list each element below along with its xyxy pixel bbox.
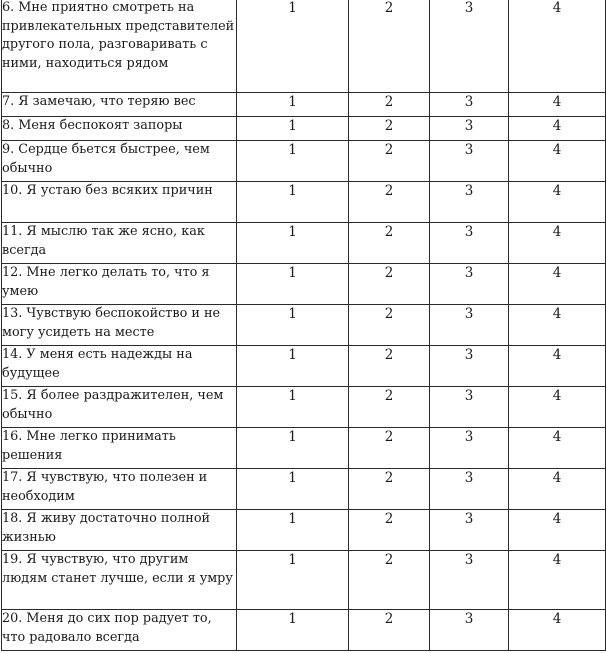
- score-option-3: 3: [430, 117, 509, 141]
- score-option-2: 2: [349, 551, 430, 610]
- score-option-4: 4: [509, 428, 606, 469]
- table-row: [2, 223, 606, 264]
- score-option-3: 3: [430, 510, 509, 551]
- question-text: 13. Чувствую беспокойство и не могу усидеть на месте: [2, 305, 237, 346]
- score-option-3: 3: [430, 428, 509, 469]
- score-option-2: 2: [349, 117, 430, 141]
- question-text: 18. Я живу достаточно полной жизнью: [2, 510, 237, 551]
- score-option-1: 1: [237, 0, 349, 93]
- question-text: 15. Я более раздражителен, чем обычно: [2, 387, 237, 428]
- score-option-4: 4: [509, 182, 606, 223]
- score-option-2: 2: [349, 182, 430, 223]
- score-option-1: 1: [237, 141, 349, 182]
- score-option-1: 1: [237, 428, 349, 469]
- score-option-3: 3: [430, 610, 509, 651]
- score-option-1: 1: [237, 117, 349, 141]
- score-option-2: 2: [349, 223, 430, 264]
- score-option-1: 1: [237, 469, 349, 510]
- questionnaire-table: [1, 0, 606, 651]
- question-text: 19. Я чувствую, что другим людям станет лучше, если я умру: [2, 551, 237, 610]
- score-option-1: 1: [237, 387, 349, 428]
- score-option-4: 4: [509, 141, 606, 182]
- score-option-4: 4: [509, 387, 606, 428]
- score-option-3: 3: [430, 223, 509, 264]
- score-option-1: 1: [237, 610, 349, 651]
- table-row: [2, 346, 606, 387]
- question-text: 14. У меня есть надежды на будущее: [2, 346, 237, 387]
- score-option-1: 1: [237, 264, 349, 305]
- score-option-1: 1: [237, 182, 349, 223]
- score-option-2: 2: [349, 305, 430, 346]
- score-option-4: 4: [509, 117, 606, 141]
- score-option-3: 3: [430, 387, 509, 428]
- table-row: [2, 93, 606, 117]
- question-text: 6. Мне приятно смотреть на привлекательных представителей другого пола, разговаривать с ними, находиться рядом: [2, 0, 237, 93]
- score-option-3: 3: [430, 305, 509, 346]
- score-option-4: 4: [509, 469, 606, 510]
- score-option-3: 3: [430, 551, 509, 610]
- question-text: 11. Я мыслю так же ясно, как всегда: [2, 223, 237, 264]
- score-option-2: 2: [349, 346, 430, 387]
- score-option-1: 1: [237, 346, 349, 387]
- table-row: [2, 305, 606, 346]
- score-option-2: 2: [349, 264, 430, 305]
- score-option-1: 1: [237, 223, 349, 264]
- score-option-3: 3: [430, 0, 509, 93]
- table-row: [2, 117, 606, 141]
- score-option-3: 3: [430, 264, 509, 305]
- score-option-4: 4: [509, 0, 606, 93]
- table-row: [2, 469, 606, 510]
- score-option-2: 2: [349, 387, 430, 428]
- score-option-3: 3: [430, 141, 509, 182]
- score-option-1: 1: [237, 305, 349, 346]
- score-option-1: 1: [237, 510, 349, 551]
- score-option-1: 1: [237, 551, 349, 610]
- question-text: 7. Я замечаю, что теряю вес: [2, 93, 237, 117]
- score-option-4: 4: [509, 610, 606, 651]
- score-option-2: 2: [349, 93, 430, 117]
- score-option-3: 3: [430, 93, 509, 117]
- table-row: [2, 428, 606, 469]
- score-option-4: 4: [509, 223, 606, 264]
- score-option-4: 4: [509, 510, 606, 551]
- table-row: [2, 141, 606, 182]
- question-text: 12. Мне легко делать то, что я умею: [2, 264, 237, 305]
- score-option-2: 2: [349, 469, 430, 510]
- table-row: [2, 610, 606, 651]
- question-text: 17. Я чувствую, что полезен и необходим: [2, 469, 237, 510]
- score-option-3: 3: [430, 182, 509, 223]
- score-option-1: 1: [237, 93, 349, 117]
- score-option-4: 4: [509, 93, 606, 117]
- question-text: 10. Я устаю без всяких причин: [2, 182, 237, 223]
- question-text: 16. Мне легко принимать решения: [2, 428, 237, 469]
- table-row: [2, 264, 606, 305]
- question-text: 8. Меня беспокоят запоры: [2, 117, 237, 141]
- score-option-4: 4: [509, 551, 606, 610]
- table-row: [2, 551, 606, 610]
- score-option-2: 2: [349, 428, 430, 469]
- score-option-2: 2: [349, 0, 430, 93]
- score-option-4: 4: [509, 264, 606, 305]
- score-option-4: 4: [509, 305, 606, 346]
- score-option-4: 4: [509, 346, 606, 387]
- score-option-2: 2: [349, 141, 430, 182]
- score-option-3: 3: [430, 469, 509, 510]
- score-option-2: 2: [349, 510, 430, 551]
- table-row: [2, 387, 606, 428]
- table-row: [2, 182, 606, 223]
- question-text: 20. Меня до сих пор радует то, что радовало всегда: [2, 610, 237, 651]
- score-option-2: 2: [349, 610, 430, 651]
- table-row: [2, 510, 606, 551]
- question-text: 9. Сердце бьется быстрее, чем обычно: [2, 141, 237, 182]
- score-option-3: 3: [430, 346, 509, 387]
- table-row: [2, 0, 606, 93]
